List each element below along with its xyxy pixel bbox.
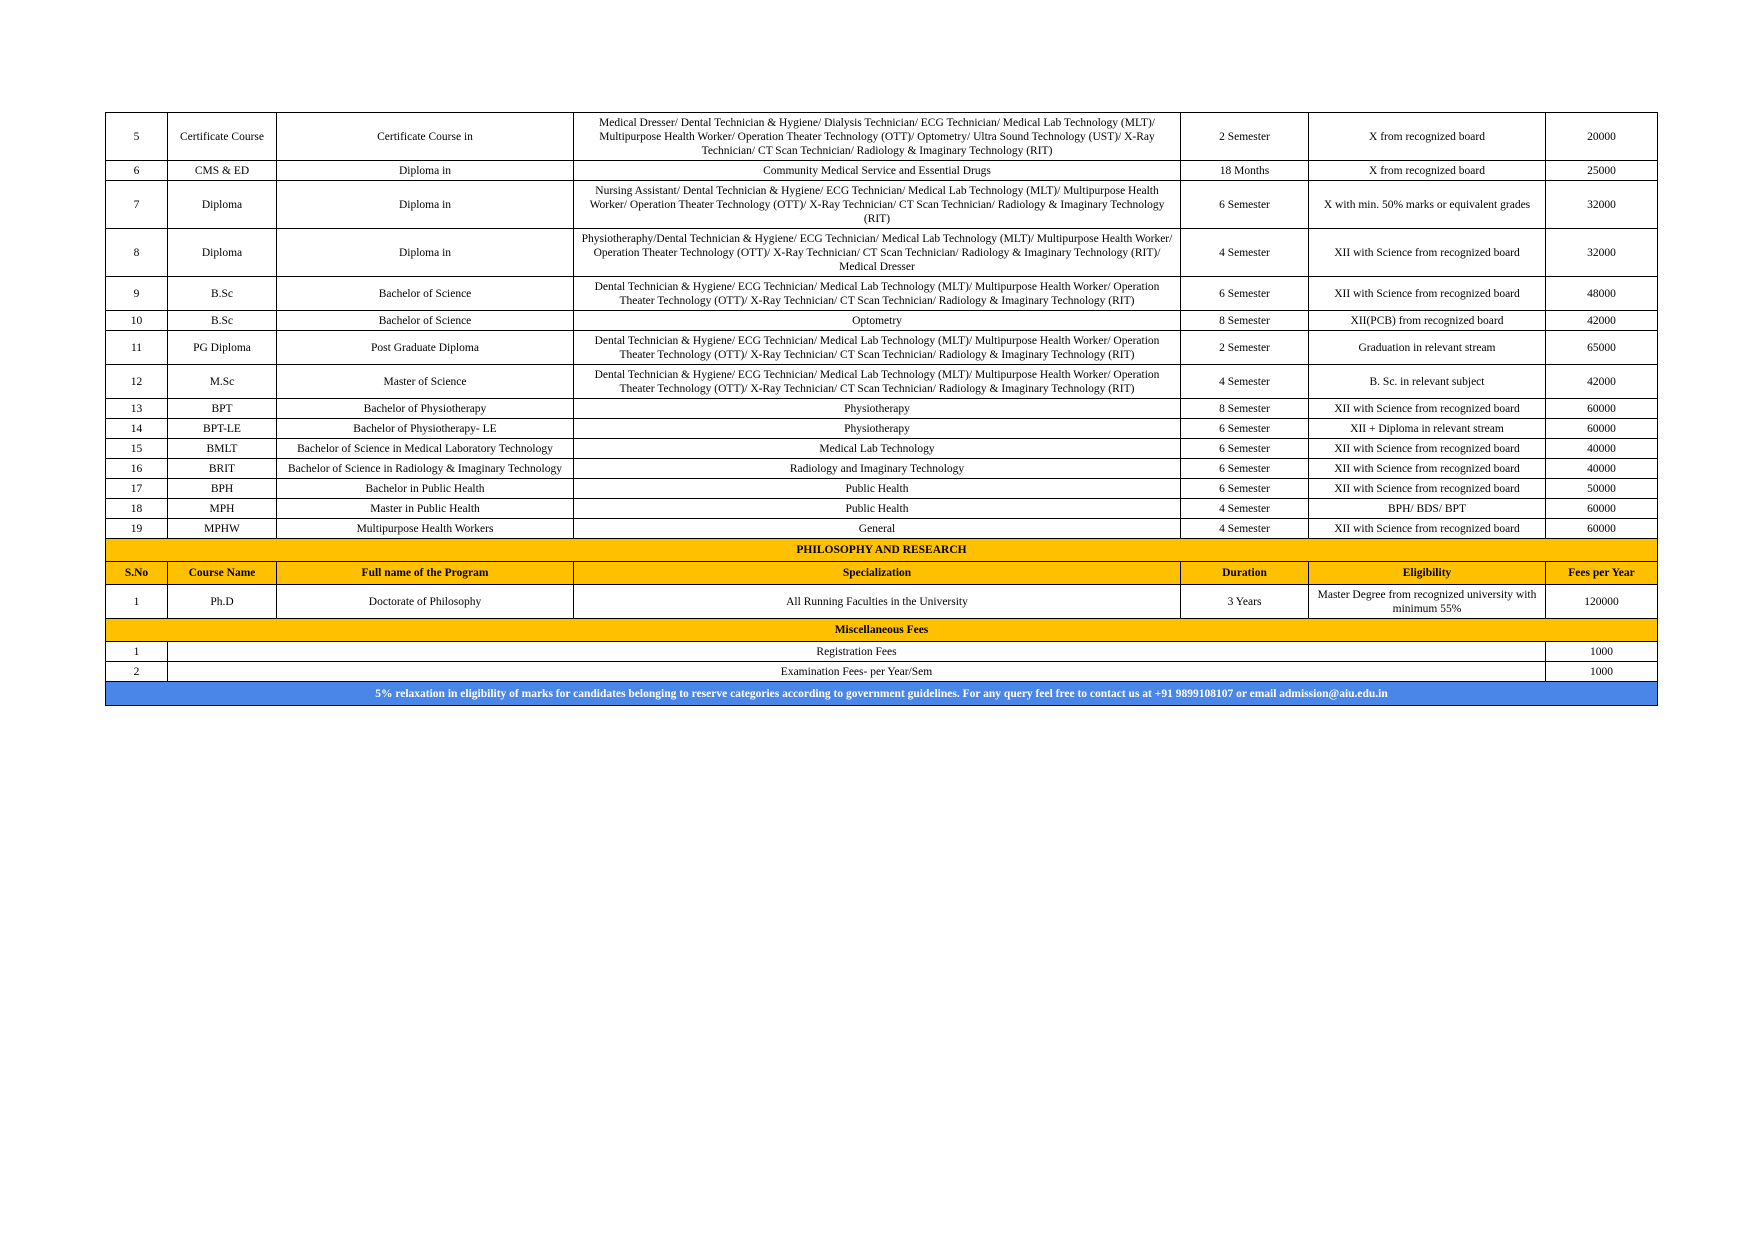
column-header-duration: Duration: [1181, 562, 1309, 585]
eligibility-cell: XII with Science from recognized board: [1309, 519, 1546, 539]
specialization-cell: All Running Faculties in the University: [574, 585, 1181, 619]
fee-label-cell: Examination Fees- per Year/Sem: [168, 662, 1546, 682]
specialization-cell: General: [574, 519, 1181, 539]
course-name-cell: CMS & ED: [168, 161, 277, 181]
eligibility-cell: X from recognized board: [1309, 161, 1546, 181]
full-name-cell: Doctorate of Philosophy: [277, 585, 574, 619]
sno-cell: 7: [106, 181, 168, 229]
duration-cell: 2 Semester: [1181, 113, 1309, 161]
table-row: [106, 439, 1658, 459]
specialization-cell: Public Health: [574, 479, 1181, 499]
section-header-philosophy: [106, 539, 1658, 562]
sno-cell: 1: [106, 585, 168, 619]
full-name-cell: Post Graduate Diploma: [277, 331, 574, 365]
fees-cell: 42000: [1546, 365, 1658, 399]
table-row: [106, 399, 1658, 419]
table-row: [106, 311, 1658, 331]
fees-cell: 1000: [1546, 662, 1658, 682]
table-row: [106, 161, 1658, 181]
relaxation-note: 5% relaxation in eligibility of marks for candidates belonging to reserve categories according to government guidelines. For any query feel free to contact us at +91 9899108107 or email admission@aiu.edu.in: [106, 682, 1658, 706]
sno-cell: 14: [106, 419, 168, 439]
sno-cell: 19: [106, 519, 168, 539]
duration-cell: 6 Semester: [1181, 439, 1309, 459]
course-name-cell: Ph.D: [168, 585, 277, 619]
specialization-cell: Physiotherapy: [574, 419, 1181, 439]
eligibility-cell: XII with Science from recognized board: [1309, 399, 1546, 419]
full-name-cell: Diploma in: [277, 161, 574, 181]
duration-cell: 6 Semester: [1181, 277, 1309, 311]
column-header-course-name: Course Name: [168, 562, 277, 585]
course-rows: [106, 113, 1658, 706]
fees-cell: 25000: [1546, 161, 1658, 181]
table-row: [106, 519, 1658, 539]
eligibility-cell: XII(PCB) from recognized board: [1309, 311, 1546, 331]
specialization-cell: Radiology and Imaginary Technology: [574, 459, 1181, 479]
course-name-cell: BRIT: [168, 459, 277, 479]
sno-cell: 13: [106, 399, 168, 419]
full-name-cell: Certificate Course in: [277, 113, 574, 161]
specialization-cell: Optometry: [574, 311, 1181, 331]
duration-cell: 6 Semester: [1181, 181, 1309, 229]
full-name-cell: Multipurpose Health Workers: [277, 519, 574, 539]
column-header-specialization: Specialization: [574, 562, 1181, 585]
duration-cell: 8 Semester: [1181, 311, 1309, 331]
fee-structure-table: [105, 112, 1658, 706]
sno-cell: 15: [106, 439, 168, 459]
duration-cell: 2 Semester: [1181, 331, 1309, 365]
full-name-cell: Bachelor of Science in Radiology & Imaginary Technology: [277, 459, 574, 479]
fees-cell: 65000: [1546, 331, 1658, 365]
course-name-cell: Diploma: [168, 229, 277, 277]
specialization-cell: Medical Lab Technology: [574, 439, 1181, 459]
duration-cell: 4 Semester: [1181, 365, 1309, 399]
specialization-cell: Dental Technician & Hygiene/ ECG Technician/ Medical Lab Technology (MLT)/ Multipurpose Health Worker/ Operation Theater Technology (OTT)/ X-Ray Technician/ CT Scan Technician/ Radiology & Imaginary Technology (RIT): [574, 331, 1181, 365]
eligibility-cell: X with min. 50% marks or equivalent grades: [1309, 181, 1546, 229]
relaxation-note-row: [106, 682, 1658, 706]
duration-cell: 6 Semester: [1181, 419, 1309, 439]
column-header-fees: Fees per Year: [1546, 562, 1658, 585]
column-header-eligibility: Eligibility: [1309, 562, 1546, 585]
full-name-cell: Master of Science: [277, 365, 574, 399]
full-name-cell: Bachelor in Public Health: [277, 479, 574, 499]
full-name-cell: Bachelor of Physiotherapy- LE: [277, 419, 574, 439]
full-name-cell: Diploma in: [277, 181, 574, 229]
section-header-misc-fees: [106, 619, 1658, 642]
sno-cell: 6: [106, 161, 168, 181]
table-row: [106, 419, 1658, 439]
table-row: [106, 365, 1658, 399]
full-name-cell: Bachelor of Science: [277, 277, 574, 311]
specialization-cell: Physiotherapy: [574, 399, 1181, 419]
sno-cell: 1: [106, 642, 168, 662]
full-name-cell: Master in Public Health: [277, 499, 574, 519]
specialization-cell: Community Medical Service and Essential Drugs: [574, 161, 1181, 181]
specialization-cell: Medical Dresser/ Dental Technician & Hygiene/ Dialysis Technician/ ECG Technician/ Medical Lab Technology (MLT)/ Multipurpose Health Worker/ Operation Theater Technology (OTT)/ Optometry/ Ultra Sound Technology (UST)/ X-Ray Technician/ CT Scan Technician/ Radiology & Imaginary Technology (RIT): [574, 113, 1181, 161]
section-title: Miscellaneous Fees: [106, 619, 1658, 642]
fees-cell: 40000: [1546, 459, 1658, 479]
duration-cell: 3 Years: [1181, 585, 1309, 619]
fees-cell: 32000: [1546, 229, 1658, 277]
table-row: [106, 642, 1658, 662]
duration-cell: 18 Months: [1181, 161, 1309, 181]
fees-cell: 32000: [1546, 181, 1658, 229]
sno-cell: 12: [106, 365, 168, 399]
specialization-cell: Dental Technician & Hygiene/ ECG Technician/ Medical Lab Technology (MLT)/ Multipurpose Health Worker/ Operation Theater Technology (OTT)/ X-Ray Technician/ CT Scan Technician/ Radiology & Imaginary Technology (RIT): [574, 365, 1181, 399]
table-row: [106, 499, 1658, 519]
course-name-cell: MPHW: [168, 519, 277, 539]
full-name-cell: Bachelor of Physiotherapy: [277, 399, 574, 419]
sno-cell: 2: [106, 662, 168, 682]
eligibility-cell: XII with Science from recognized board: [1309, 439, 1546, 459]
table-row: [106, 277, 1658, 311]
eligibility-cell: XII + Diploma in relevant stream: [1309, 419, 1546, 439]
full-name-cell: Bachelor of Science in Medical Laboratory Technology: [277, 439, 574, 459]
eligibility-cell: XII with Science from recognized board: [1309, 277, 1546, 311]
course-name-cell: PG Diploma: [168, 331, 277, 365]
duration-cell: 8 Semester: [1181, 399, 1309, 419]
table-row: [106, 331, 1658, 365]
eligibility-cell: X from recognized board: [1309, 113, 1546, 161]
course-name-cell: MPH: [168, 499, 277, 519]
fees-cell: 60000: [1546, 399, 1658, 419]
eligibility-cell: Graduation in relevant stream: [1309, 331, 1546, 365]
course-name-cell: BPT: [168, 399, 277, 419]
specialization-cell: Nursing Assistant/ Dental Technician & Hygiene/ ECG Technician/ Medical Lab Technology (MLT)/ Multipurpose Health Worker/ Operation Theater Technology (OTT)/ X-Ray Technician/ CT Scan Technician/ Radiology & Imaginary Technology (RIT): [574, 181, 1181, 229]
full-name-cell: Bachelor of Science: [277, 311, 574, 331]
table-row: [106, 479, 1658, 499]
specialization-cell: Dental Technician & Hygiene/ ECG Technician/ Medical Lab Technology (MLT)/ Multipurpose Health Worker/ Operation Theater Technology (OTT)/ X-Ray Technician/ CT Scan Technician/ Radiology & Imaginary Technology (RIT): [574, 277, 1181, 311]
column-header-full-name: Full name of the Program: [277, 562, 574, 585]
duration-cell: 4 Semester: [1181, 229, 1309, 277]
sno-cell: 10: [106, 311, 168, 331]
eligibility-cell: XII with Science from recognized board: [1309, 459, 1546, 479]
course-name-cell: B.Sc: [168, 277, 277, 311]
sno-cell: 9: [106, 277, 168, 311]
table-row: [106, 662, 1658, 682]
eligibility-cell: XII with Science from recognized board: [1309, 479, 1546, 499]
duration-cell: 4 Semester: [1181, 499, 1309, 519]
eligibility-cell: BPH/ BDS/ BPT: [1309, 499, 1546, 519]
duration-cell: 6 Semester: [1181, 459, 1309, 479]
course-name-cell: B.Sc: [168, 311, 277, 331]
course-name-cell: BMLT: [168, 439, 277, 459]
full-name-cell: Diploma in: [277, 229, 574, 277]
fees-cell: 120000: [1546, 585, 1658, 619]
course-name-cell: BPT-LE: [168, 419, 277, 439]
course-name-cell: BPH: [168, 479, 277, 499]
table-row: [106, 459, 1658, 479]
specialization-cell: Physiotheraphy/Dental Technician & Hygiene/ ECG Technician/ Medical Lab Technology (MLT)/ Multipurpose Health Worker/ Operation Theater Technology (OTT)/ X-Ray Technician/ CT Scan Technician/ Radiology & Imaginary Technology (RIT)/ Medical Dresser: [574, 229, 1181, 277]
fees-cell: 20000: [1546, 113, 1658, 161]
column-header-sno: S.No: [106, 562, 168, 585]
sno-cell: 8: [106, 229, 168, 277]
course-name-cell: M.Sc: [168, 365, 277, 399]
sno-cell: 16: [106, 459, 168, 479]
column-header-row: [106, 562, 1658, 585]
fees-cell: 40000: [1546, 439, 1658, 459]
eligibility-cell: B. Sc. in relevant subject: [1309, 365, 1546, 399]
duration-cell: 6 Semester: [1181, 479, 1309, 499]
section-title: PHILOSOPHY AND RESEARCH: [106, 539, 1658, 562]
fees-cell: 60000: [1546, 519, 1658, 539]
sno-cell: 17: [106, 479, 168, 499]
table-row: [106, 113, 1658, 161]
sno-cell: 5: [106, 113, 168, 161]
fees-cell: 50000: [1546, 479, 1658, 499]
fee-label-cell: Registration Fees: [168, 642, 1546, 662]
table-row: [106, 585, 1658, 619]
fees-cell: 48000: [1546, 277, 1658, 311]
course-name-cell: Diploma: [168, 181, 277, 229]
sno-cell: 11: [106, 331, 168, 365]
duration-cell: 4 Semester: [1181, 519, 1309, 539]
specialization-cell: Public Health: [574, 499, 1181, 519]
eligibility-cell: XII with Science from recognized board: [1309, 229, 1546, 277]
fees-cell: 60000: [1546, 419, 1658, 439]
fees-cell: 60000: [1546, 499, 1658, 519]
table-row: [106, 181, 1658, 229]
fees-cell: 42000: [1546, 311, 1658, 331]
course-name-cell: Certificate Course: [168, 113, 277, 161]
sno-cell: 18: [106, 499, 168, 519]
eligibility-cell: Master Degree from recognized university with minimum 55%: [1309, 585, 1546, 619]
fees-cell: 1000: [1546, 642, 1658, 662]
table-row: [106, 229, 1658, 277]
